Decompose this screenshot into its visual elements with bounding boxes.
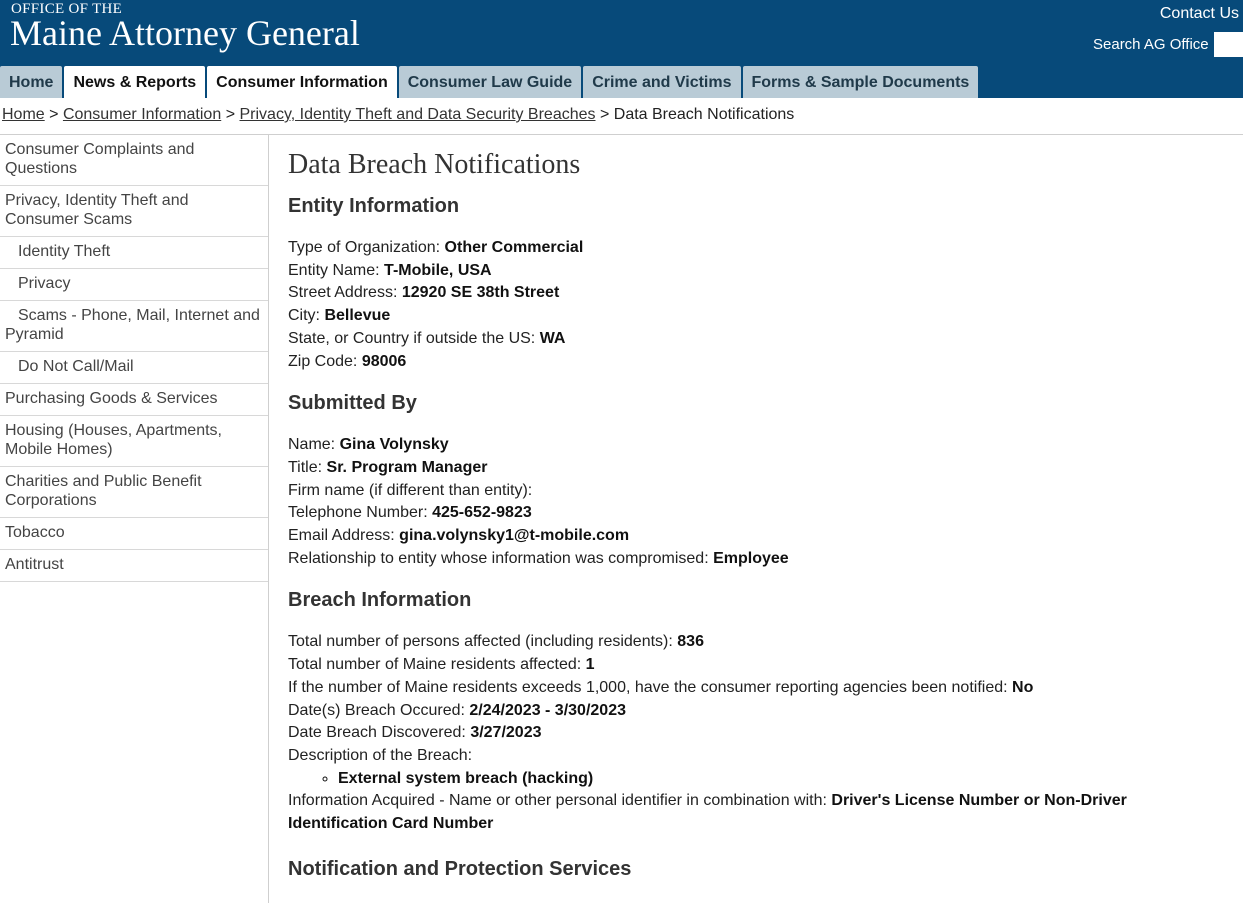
sidebar-item-housing[interactable]: Housing (Houses, Apartments, Mobile Homes) — [0, 416, 268, 467]
field-email: Email Address: gina.volynsky1@t-mobile.com — [288, 527, 630, 545]
page-title: Data Breach Notifications — [288, 149, 581, 180]
sidebar-item-charities[interactable]: Charities and Public Benefit Corporations — [0, 467, 268, 518]
tab-home[interactable]: Home — [0, 66, 62, 98]
field-zip-code: Zip Code: 98006 — [288, 352, 407, 370]
field-firm-name: Firm name (if different than entity): — [288, 481, 533, 499]
field-relationship: Relationship to entity whose information was compromised: Employee — [288, 549, 789, 567]
sidebar-item-do-not-call[interactable]: Do Not Call/Mail — [0, 352, 268, 384]
breadcrumb-privacy[interactable]: Privacy, Identity Theft and Data Security Breaches — [239, 106, 596, 123]
submitted-by-heading: Submitted By — [288, 392, 417, 415]
breadcrumb-separator: > — [599, 106, 610, 123]
field-submitter-title: Title: Sr. Program Manager — [288, 458, 488, 476]
field-telephone: Telephone Number: 425-652-9823 — [288, 504, 532, 522]
submitted-fields — [288, 434, 1188, 570]
tab-consumer-information[interactable]: Consumer Information — [207, 66, 397, 98]
site-header — [0, 0, 1243, 98]
breach-information-heading: Breach Information — [288, 589, 472, 612]
breadcrumb-consumer-information[interactable]: Consumer Information — [62, 106, 222, 123]
entity-fields — [288, 237, 1188, 373]
sidebar-item-consumer-complaints[interactable]: Consumer Complaints and Questions — [0, 135, 268, 186]
field-total-persons: Total number of persons affected (including residents): 836 — [288, 633, 704, 651]
field-organization-type: Type of Organization: Other Commercial — [288, 239, 584, 256]
contact-us-link[interactable]: Contact Us — [1159, 5, 1239, 22]
field-breach-description-label: Description of the Breach: — [288, 746, 473, 764]
field-breach-occurred: Date(s) Breach Occured: 2/24/2023 - 3/30/2023 — [288, 701, 626, 719]
search-input[interactable] — [1214, 32, 1243, 57]
field-street-address: Street Address: 12920 SE 38th Street — [288, 284, 560, 302]
logo-maine-attorney-general[interactable]: Maine Attorney General — [10, 13, 360, 53]
sidebar-item-antitrust[interactable]: Antitrust — [0, 550, 268, 582]
field-entity-name: Entity Name: T-Mobile, USA — [288, 261, 492, 279]
sidebar — [0, 135, 269, 903]
sidebar-item-privacy-identity-theft-scams[interactable]: Privacy, Identity Theft and Consumer Scams — [0, 186, 268, 237]
breach-fields — [288, 631, 1188, 835]
main-content — [288, 135, 1188, 881]
field-state: State, or Country if outside the US: WA — [288, 329, 566, 347]
breadcrumb — [2, 106, 794, 124]
sidebar-item-privacy[interactable]: Privacy — [0, 269, 268, 301]
field-breach-discovered: Date Breach Discovered: 3/27/2023 — [288, 724, 542, 742]
notification-services-heading: Notification and Protection Services — [288, 857, 632, 880]
tab-news-reports[interactable]: News & Reports — [64, 66, 205, 98]
search-label: Search AG Office — [1093, 36, 1209, 53]
breadcrumb-home[interactable]: Home — [2, 106, 45, 123]
field-agencies-notified: If the number of Maine residents exceeds 1,000, have the consumer reporting agencies been notified: No — [288, 678, 1034, 696]
list-item: ◦ External system breach (hacking) — [338, 768, 1188, 791]
tab-forms-sample-documents[interactable]: Forms & Sample Documents — [743, 66, 979, 98]
sidebar-item-purchasing[interactable]: Purchasing Goods & Services — [0, 384, 268, 416]
sidebar-item-tobacco[interactable]: Tobacco — [0, 518, 268, 550]
tab-consumer-law-guide[interactable]: Consumer Law Guide — [399, 66, 581, 98]
breadcrumb-current: Data Breach Notifications — [613, 106, 795, 123]
field-city: City: Bellevue — [288, 307, 391, 325]
sidebar-item-identity-theft[interactable]: Identity Theft — [0, 237, 268, 269]
breadcrumb-separator: > — [49, 106, 59, 123]
tab-crime-and-victims[interactable]: Crime and Victims — [583, 66, 740, 98]
main-nav-tabs — [0, 66, 978, 98]
entity-information-heading: Entity Information — [288, 195, 460, 217]
logo-office-of-the[interactable]: OFFICE OF THE — [11, 1, 123, 17]
field-maine-residents: Total number of Maine residents affected: 1 — [288, 656, 595, 674]
breadcrumb-separator: > — [225, 106, 236, 123]
field-information-acquired: Information Acquired - Name or other personal identifier in combination with: Driver's License Number or Non-Driver Identification Card Number — [288, 792, 1127, 833]
breach-description-list — [288, 768, 1188, 791]
sidebar-item-scams[interactable]: Scams - Phone, Mail, Internet and Pyramid — [0, 301, 268, 352]
field-submitter-name: Name: Gina Volynsky — [288, 436, 449, 454]
